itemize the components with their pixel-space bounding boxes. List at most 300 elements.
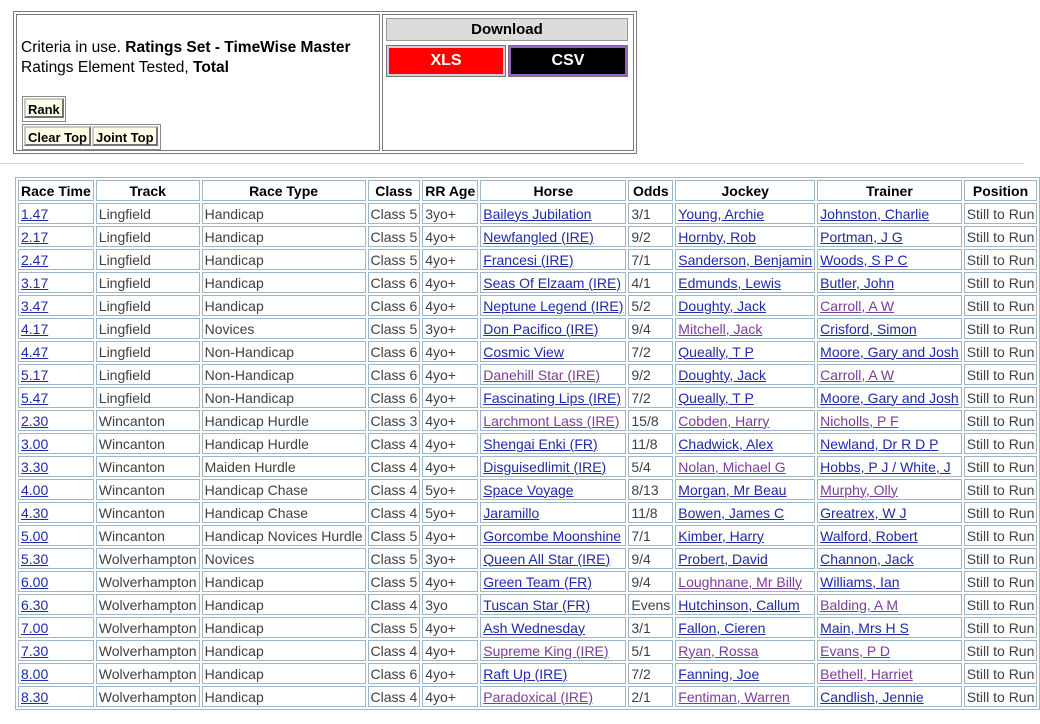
class-cell: Class 5 [368, 203, 421, 224]
track-cell: Wolverhampton [96, 548, 200, 569]
class-cell: Class 4 [368, 456, 421, 477]
horse-link[interactable]: Francesi (IRE) [483, 251, 574, 268]
race-type-cell: Novices [202, 318, 366, 339]
trainer-link[interactable]: Carroll, A W [820, 366, 895, 383]
jockey-cell [675, 686, 815, 707]
race-type-cell: Handicap [202, 571, 366, 592]
position-cell: Still to Run [964, 364, 1038, 385]
race-type-cell: Handicap Hurdle [202, 410, 366, 431]
trainer-cell [817, 272, 962, 293]
ratings-set-value: Ratings Set - TimeWise Master [125, 39, 351, 56]
table-row [18, 663, 1037, 684]
race-time-cell [18, 617, 94, 638]
race-time-link[interactable]: 3.00 [21, 435, 49, 452]
jockey-link[interactable]: Probert, David [678, 550, 768, 567]
track-cell: Wolverhampton [96, 640, 200, 661]
track-cell: Lingfield [96, 318, 200, 339]
download-xls-button[interactable]: XLS [387, 46, 505, 76]
horse-cell [480, 364, 626, 385]
table-row [18, 686, 1037, 707]
race-type-cell: Handicap [202, 663, 366, 684]
trainer-cell [817, 571, 962, 592]
position-cell: Still to Run [964, 502, 1038, 523]
jockey-link[interactable]: Cobden, Harry [678, 412, 770, 429]
trainer-cell [817, 479, 962, 500]
class-cell: Class 4 [368, 479, 421, 500]
jockey-link[interactable]: Queally, T P [678, 343, 754, 360]
track-cell: Lingfield [96, 387, 200, 408]
race-time-cell [18, 479, 94, 500]
position-cell: Still to Run [964, 640, 1038, 661]
race-time-link[interactable]: 4.00 [21, 481, 49, 498]
track-cell: Wincanton [96, 525, 200, 546]
horse-link[interactable]: Jaramillo [483, 504, 540, 521]
criteria-label: Criteria in use. [21, 39, 121, 56]
results-table [15, 177, 1040, 710]
odds-cell: 9/4 [628, 548, 673, 569]
race-time-link[interactable]: 5.47 [21, 389, 49, 406]
position-cell: Still to Run [964, 226, 1038, 247]
age-cell: 3yo+ [422, 548, 478, 569]
horse-cell [480, 318, 626, 339]
horse-link[interactable]: Disguisedlimit (IRE) [483, 458, 607, 475]
table-row [18, 502, 1037, 523]
trainer-link[interactable]: Bethell, Harriet [820, 665, 913, 682]
track-cell: Wincanton [96, 433, 200, 454]
horse-cell [480, 433, 626, 454]
race-type-cell: Non-Handicap [202, 387, 366, 408]
table-row [18, 203, 1037, 224]
position-cell: Still to Run [964, 295, 1038, 316]
trainer-link[interactable]: Balding, A M [820, 596, 898, 613]
class-cell: Class 6 [368, 663, 421, 684]
track-cell: Wincanton [96, 479, 200, 500]
race-time-link[interactable]: 5.00 [21, 527, 49, 544]
track-cell: Wincanton [96, 502, 200, 523]
class-cell: Class 6 [368, 295, 421, 316]
race-time-link[interactable]: 2.17 [21, 228, 49, 245]
column-header[interactable]: Trainer [817, 180, 962, 201]
trainer-cell [817, 387, 962, 408]
odds-cell: 11/8 [628, 433, 673, 454]
trainer-cell [817, 617, 962, 638]
race-type-cell: Handicap [202, 640, 366, 661]
odds-cell: 7/1 [628, 525, 673, 546]
age-cell: 4yo+ [422, 249, 478, 270]
odds-cell: 9/4 [628, 318, 673, 339]
class-cell: Class 4 [368, 594, 421, 615]
class-cell: Class 5 [368, 617, 421, 638]
class-cell: Class 4 [368, 640, 421, 661]
divider [0, 163, 1024, 164]
race-time-link[interactable]: 5.17 [21, 366, 49, 383]
horse-link[interactable]: Don Pacifico (IRE) [483, 320, 599, 337]
race-type-cell: Handicap [202, 249, 366, 270]
column-header[interactable]: Track [96, 180, 200, 201]
table-row [18, 226, 1037, 247]
download-box [382, 14, 634, 151]
class-cell: Class 6 [368, 272, 421, 293]
jockey-link[interactable]: Fanning, Joe [678, 665, 760, 682]
horse-link[interactable]: Raft Up (IRE) [483, 665, 568, 682]
horse-cell [480, 640, 626, 661]
class-cell: Class 5 [368, 226, 421, 247]
jockey-link[interactable]: Queally, T P [678, 389, 754, 406]
jockey-cell [675, 456, 815, 477]
horse-cell [480, 249, 626, 270]
race-type-cell: Maiden Hurdle [202, 456, 366, 477]
horse-cell [480, 456, 626, 477]
track-cell: Lingfield [96, 341, 200, 362]
horse-link[interactable]: Larchmont Lass (IRE) [483, 412, 620, 429]
odds-cell: 7/2 [628, 341, 673, 362]
horse-link[interactable]: Paradoxical (IRE) [483, 688, 593, 705]
race-type-cell: Handicap Chase [202, 479, 366, 500]
jockey-cell [675, 640, 815, 661]
race-time-link[interactable]: 3.47 [21, 297, 49, 314]
trainer-link[interactable]: Johnston, Charlie [820, 205, 930, 222]
jockey-link[interactable]: Kimber, Harry [678, 527, 764, 544]
horse-link[interactable]: Gorcombe Moonshine [483, 527, 622, 544]
jockey-cell [675, 249, 815, 270]
track-cell: Wincanton [96, 410, 200, 431]
jockey-cell [675, 364, 815, 385]
race-time-cell [18, 249, 94, 270]
jockey-link[interactable]: Bowen, James C [678, 504, 785, 521]
column-header[interactable]: RR Age [422, 180, 478, 201]
jockey-link[interactable]: Hutchinson, Callum [678, 596, 800, 613]
jockey-link[interactable]: Ryan, Rossa [678, 642, 759, 659]
trainer-link[interactable]: Carroll, A W [820, 297, 895, 314]
race-time-cell [18, 525, 94, 546]
table-row [18, 571, 1037, 592]
odds-cell: 3/1 [628, 617, 673, 638]
horse-link[interactable]: Seas Of Elzaam (IRE) [483, 274, 621, 291]
trainer-cell [817, 295, 962, 316]
age-cell: 4yo+ [422, 456, 478, 477]
column-header[interactable]: Position [964, 180, 1038, 201]
criteria-box [16, 14, 380, 151]
trainer-link[interactable]: Walford, Robert [820, 527, 918, 544]
trainer-cell [817, 640, 962, 661]
track-cell: Lingfield [96, 203, 200, 224]
horse-cell [480, 226, 626, 247]
trainer-cell [817, 226, 962, 247]
jockey-cell [675, 479, 815, 500]
race-time-cell [18, 318, 94, 339]
table-row [18, 594, 1037, 615]
race-time-link[interactable]: 7.00 [21, 619, 49, 636]
race-time-link[interactable]: 4.47 [21, 343, 49, 360]
race-time-cell [18, 640, 94, 661]
horse-cell [480, 203, 626, 224]
table-row [18, 548, 1037, 569]
column-header[interactable]: Jockey [675, 180, 815, 201]
jockey-link[interactable]: Doughty, Jack [678, 366, 766, 383]
class-cell: Class 5 [368, 525, 421, 546]
horse-cell [480, 341, 626, 362]
jockey-link[interactable]: Sanderson, Benjamin [678, 251, 813, 268]
age-cell: 3yo [422, 594, 478, 615]
class-cell: Class 3 [368, 410, 421, 431]
age-cell: 5yo+ [422, 479, 478, 500]
odds-cell: 4/1 [628, 272, 673, 293]
position-cell: Still to Run [964, 318, 1038, 339]
race-type-cell: Handicap [202, 617, 366, 638]
joint-top-button[interactable]: Joint Top [92, 126, 158, 146]
age-cell: 4yo+ [422, 571, 478, 592]
track-cell: Wincanton [96, 456, 200, 477]
odds-cell: 7/1 [628, 249, 673, 270]
jockey-link[interactable]: Morgan, Mr Beau [678, 481, 787, 498]
trainer-cell [817, 433, 962, 454]
class-cell: Class 6 [368, 387, 421, 408]
ratings-element-label: Ratings Element Tested, [21, 59, 189, 76]
odds-cell: 8/13 [628, 479, 673, 500]
jockey-cell [675, 318, 815, 339]
horse-cell [480, 686, 626, 707]
race-time-cell [18, 387, 94, 408]
class-cell: Class 5 [368, 548, 421, 569]
race-time-link[interactable]: 1.47 [21, 205, 49, 222]
odds-cell: 5/1 [628, 640, 673, 661]
jockey-cell [675, 203, 815, 224]
jockey-link[interactable]: Loughnane, Mr Billy [678, 573, 803, 590]
position-cell: Still to Run [964, 548, 1038, 569]
jockey-cell [675, 433, 815, 454]
jockey-cell [675, 295, 815, 316]
age-cell: 4yo+ [422, 364, 478, 385]
trainer-link[interactable]: Williams, Ian [820, 573, 900, 590]
trainer-cell [817, 341, 962, 362]
race-time-cell [18, 594, 94, 615]
trainer-link[interactable]: Hobbs, P J / White, J [820, 458, 951, 475]
horse-link[interactable]: Ash Wednesday [483, 619, 585, 636]
age-cell: 4yo+ [422, 433, 478, 454]
table-row [18, 272, 1037, 293]
track-cell: Wolverhampton [96, 663, 200, 684]
table-row [18, 640, 1037, 661]
race-type-cell: Handicap [202, 594, 366, 615]
horse-link[interactable]: Supreme King (IRE) [483, 642, 609, 659]
race-time-link[interactable]: 4.17 [21, 320, 49, 337]
position-cell: Still to Run [964, 341, 1038, 362]
trainer-link[interactable]: Moore, Gary and Josh [820, 343, 959, 360]
horse-cell [480, 548, 626, 569]
position-cell: Still to Run [964, 663, 1038, 684]
trainer-link[interactable]: Moore, Gary and Josh [820, 389, 959, 406]
table-header-row [18, 180, 1037, 201]
age-cell: 4yo+ [422, 410, 478, 431]
age-cell: 4yo+ [422, 640, 478, 661]
race-time-link[interactable]: 6.30 [21, 596, 49, 613]
age-cell: 4yo+ [422, 617, 478, 638]
clear-top-button[interactable]: Clear Top [24, 126, 91, 146]
horse-cell [480, 525, 626, 546]
class-cell: Class 5 [368, 318, 421, 339]
race-type-cell: Handicap [202, 272, 366, 293]
position-cell: Still to Run [964, 617, 1038, 638]
position-cell: Still to Run [964, 571, 1038, 592]
race-time-cell [18, 548, 94, 569]
race-time-link[interactable]: 8.00 [21, 665, 49, 682]
table-row [18, 525, 1037, 546]
jockey-link[interactable]: Edmunds, Lewis [678, 274, 782, 291]
race-time-cell [18, 663, 94, 684]
race-time-link[interactable]: 6.00 [21, 573, 49, 590]
odds-cell: 9/2 [628, 364, 673, 385]
column-header[interactable]: Class [368, 180, 421, 201]
race-time-cell [18, 341, 94, 362]
position-cell: Still to Run [964, 479, 1038, 500]
race-type-cell: Handicap Chase [202, 502, 366, 523]
column-header[interactable]: Horse [480, 180, 626, 201]
race-time-link[interactable]: 8.30 [21, 688, 49, 705]
race-time-link[interactable]: 3.17 [21, 274, 49, 291]
trainer-cell [817, 525, 962, 546]
race-type-cell: Non-Handicap [202, 341, 366, 362]
trainer-cell [817, 663, 962, 684]
age-cell: 4yo+ [422, 663, 478, 684]
race-type-cell: Handicap [202, 295, 366, 316]
odds-cell: 7/2 [628, 387, 673, 408]
age-cell: 5yo+ [422, 502, 478, 523]
race-type-cell: Handicap [202, 226, 366, 247]
horse-link[interactable]: Danehill Star (IRE) [483, 366, 600, 383]
table-row [18, 410, 1037, 431]
trainer-cell [817, 318, 962, 339]
horse-cell [480, 479, 626, 500]
horse-cell [480, 663, 626, 684]
race-time-link[interactable]: 5.30 [21, 550, 49, 567]
odds-cell: 2/1 [628, 686, 673, 707]
horse-cell [480, 295, 626, 316]
trainer-link[interactable]: Main, Mrs H S [820, 619, 909, 636]
trainer-link[interactable]: Butler, John [820, 274, 895, 291]
horse-link[interactable]: Queen All Star (IRE) [483, 550, 611, 567]
position-cell: Still to Run [964, 456, 1038, 477]
trainer-link[interactable]: Nicholls, P F [820, 412, 899, 429]
position-cell: Still to Run [964, 203, 1038, 224]
track-cell: Wolverhampton [96, 686, 200, 707]
jockey-link[interactable]: Chadwick, Alex [678, 435, 774, 452]
trainer-link[interactable]: Channon, Jack [820, 550, 914, 567]
class-cell: Class 5 [368, 249, 421, 270]
column-header[interactable]: Odds [628, 180, 673, 201]
horse-cell [480, 594, 626, 615]
ratings-element-value: Total [193, 59, 229, 76]
jockey-link[interactable]: Hornby, Rob [678, 228, 756, 245]
class-cell: Class 4 [368, 502, 421, 523]
jockey-link[interactable]: Fallon, Cieren [678, 619, 766, 636]
jockey-cell [675, 272, 815, 293]
track-cell: Lingfield [96, 249, 200, 270]
horse-cell [480, 571, 626, 592]
column-header[interactable]: Race Time [18, 180, 94, 201]
horse-link[interactable]: Space Voyage [483, 481, 574, 498]
age-cell: 4yo+ [422, 272, 478, 293]
horse-link[interactable]: Cosmic View [483, 343, 564, 360]
column-header[interactable]: Race Type [202, 180, 366, 201]
trainer-cell [817, 249, 962, 270]
horse-link[interactable]: Shengai Enki (FR) [483, 435, 598, 452]
trainer-cell [817, 502, 962, 523]
horse-link[interactable]: Fascinating Lips (IRE) [483, 389, 621, 406]
download-heading: Download [386, 18, 628, 41]
class-cell: Class 6 [368, 364, 421, 385]
jockey-cell [675, 226, 815, 247]
odds-cell: 11/8 [628, 502, 673, 523]
results-body [18, 203, 1037, 707]
jockey-cell [675, 617, 815, 638]
race-time-cell [18, 410, 94, 431]
horse-link[interactable]: Neptune Legend (IRE) [483, 297, 624, 314]
trainer-link[interactable]: Greatrex, W J [820, 504, 907, 521]
trainer-link[interactable]: Newland, Dr R D P [820, 435, 939, 452]
odds-cell: Evens [628, 594, 673, 615]
position-cell: Still to Run [964, 594, 1038, 615]
horse-link[interactable]: Newfangled (IRE) [483, 228, 594, 245]
race-time-cell [18, 226, 94, 247]
trainer-link[interactable]: Candlish, Jennie [820, 688, 924, 705]
trainer-link[interactable]: Crisford, Simon [820, 320, 917, 337]
jockey-cell [675, 594, 815, 615]
race-time-link[interactable]: 2.47 [21, 251, 49, 268]
horse-link[interactable]: Green Team (FR) [483, 573, 592, 590]
trainer-cell [817, 686, 962, 707]
table-row [18, 249, 1037, 270]
class-cell: Class 4 [368, 686, 421, 707]
trainer-link[interactable]: Evans, P D [820, 642, 890, 659]
race-time-cell [18, 203, 94, 224]
table-row [18, 364, 1037, 385]
jockey-link[interactable]: Mitchell, Jack [678, 320, 763, 337]
track-cell: Lingfield [96, 295, 200, 316]
race-time-link[interactable]: 7.30 [21, 642, 49, 659]
odds-cell: 5/2 [628, 295, 673, 316]
horse-link[interactable]: Tuscan Star (FR) [483, 596, 591, 613]
download-csv-button[interactable]: CSV [509, 46, 627, 76]
race-time-cell [18, 295, 94, 316]
odds-cell: 9/4 [628, 571, 673, 592]
criteria-ratings-element [21, 58, 229, 78]
rank-button[interactable]: Rank [24, 98, 64, 118]
trainer-cell [817, 203, 962, 224]
criteria-panel [13, 11, 637, 154]
horse-link[interactable]: Baileys Jubilation [483, 205, 592, 222]
trainer-link[interactable]: Woods, S P C [820, 251, 908, 268]
race-time-link[interactable]: 3.30 [21, 458, 49, 475]
track-cell: Lingfield [96, 272, 200, 293]
trainer-link[interactable]: Portman, J G [820, 228, 903, 245]
class-cell: Class 6 [368, 341, 421, 362]
jockey-cell [675, 341, 815, 362]
position-cell: Still to Run [964, 433, 1038, 454]
class-cell: Class 5 [368, 571, 421, 592]
age-cell: 3yo+ [422, 318, 478, 339]
jockey-link[interactable]: Fentiman, Warren [678, 688, 790, 705]
race-type-cell: Handicap Novices Hurdle [202, 525, 366, 546]
jockey-link[interactable]: Young, Archie [678, 205, 765, 222]
race-time-link[interactable]: 4.30 [21, 504, 49, 521]
table-row [18, 295, 1037, 316]
odds-cell: 9/2 [628, 226, 673, 247]
jockey-link[interactable]: Doughty, Jack [678, 297, 766, 314]
position-cell: Still to Run [964, 249, 1038, 270]
jockey-link[interactable]: Nolan, Michael G [678, 458, 786, 475]
trainer-link[interactable]: Murphy, Olly [820, 481, 898, 498]
race-time-link[interactable]: 2.30 [21, 412, 49, 429]
